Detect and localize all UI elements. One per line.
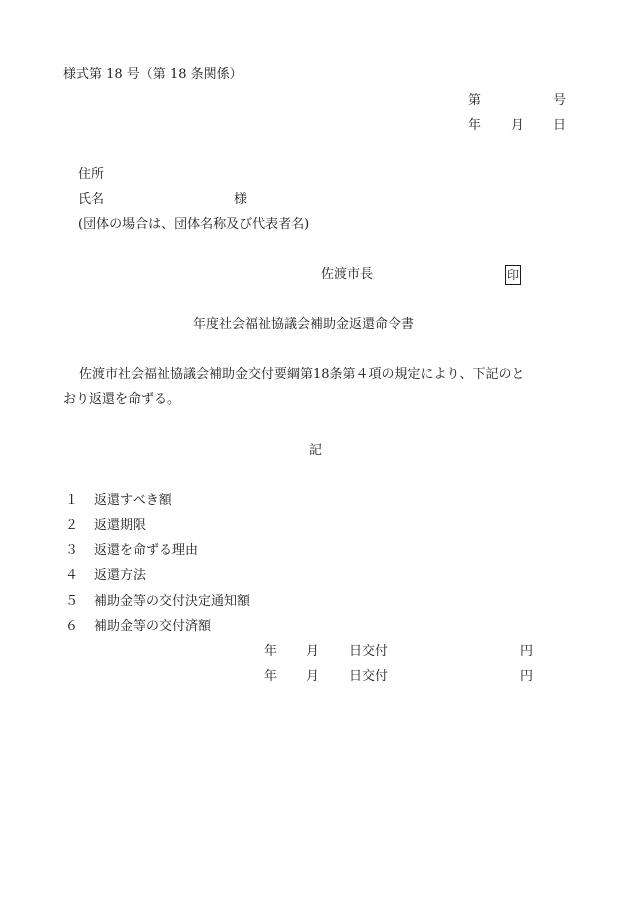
payment-unit: 円 — [520, 669, 534, 684]
payment-year: 年 — [264, 644, 278, 659]
document-title: 年度社会福祉協議会補助金返還命令書 — [193, 317, 415, 332]
body-line-2: おり返還を命ずる。 — [63, 392, 181, 407]
item-label: 補助金等の交付済額 — [94, 619, 212, 634]
payment-day: 日交付 — [349, 669, 389, 684]
item-label: 返還期限 — [94, 518, 147, 533]
item-number: ４ — [65, 568, 79, 583]
ki-heading: 記 — [309, 443, 323, 458]
item-number: ３ — [65, 543, 79, 558]
date-month: 月 — [511, 118, 525, 133]
item-number: ６ — [65, 619, 79, 634]
payment-unit: 円 — [520, 644, 534, 659]
doc-number-prefix: 第 — [468, 93, 482, 108]
form-label: 様式第 18 号（第 18 条関係） — [63, 67, 243, 82]
date-year: 年 — [468, 118, 482, 133]
item-label: 返還方法 — [94, 568, 147, 583]
doc-number-suffix: 号 — [553, 93, 567, 108]
payment-month: 月 — [306, 644, 320, 659]
payment-day: 日交付 — [349, 644, 389, 659]
payment-month: 月 — [306, 669, 320, 684]
name-label: 氏名 — [78, 192, 105, 207]
issuer-title: 佐渡市長 — [321, 267, 374, 282]
date-day: 日 — [553, 118, 567, 133]
honorific: 様 — [234, 192, 248, 207]
item-number: ２ — [65, 518, 79, 533]
address-label: 住所 — [78, 167, 105, 182]
seal-mark: 印 — [505, 265, 521, 285]
payment-year: 年 — [264, 669, 278, 684]
item-number: １ — [65, 493, 79, 508]
organization-note: (団体の場合は、団体名称及び代表者名) — [78, 217, 310, 232]
item-label: 返還を命ずる理由 — [94, 543, 199, 558]
item-label: 返還すべき額 — [94, 493, 172, 508]
item-label: 補助金等の交付決定通知額 — [94, 594, 251, 609]
body-line-1: 佐渡市社会福祉協議会補助金交付要綱第18条第４項の規定により、下記のと — [79, 367, 525, 382]
item-number: ５ — [65, 594, 79, 609]
